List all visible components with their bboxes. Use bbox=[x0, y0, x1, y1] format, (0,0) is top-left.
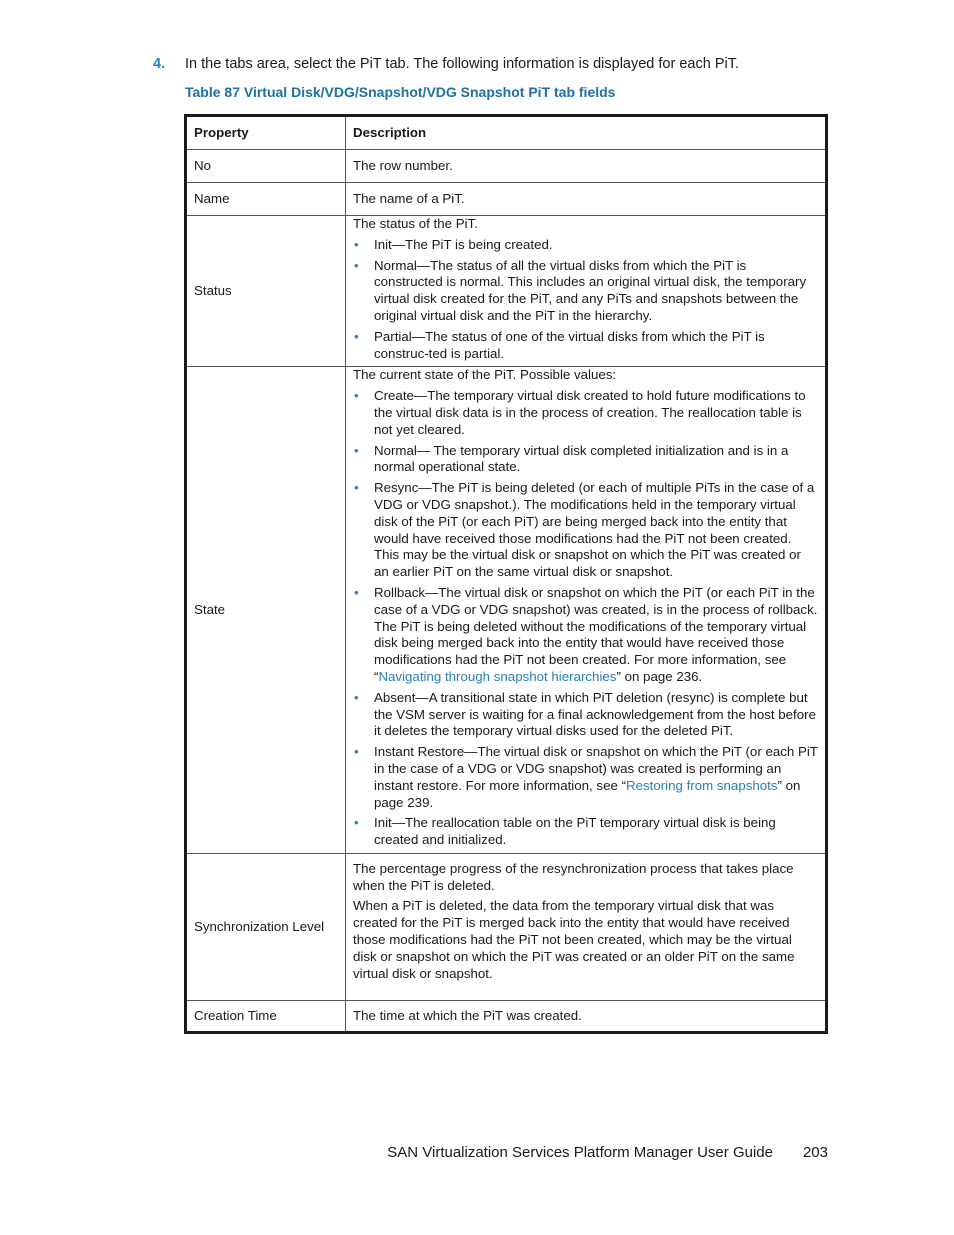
property-cell: No bbox=[186, 150, 346, 183]
list-item: • Init—The PiT is being created. bbox=[354, 236, 553, 252]
page-footer bbox=[387, 1142, 828, 1164]
list-item: • Resync—The PiT is being deleted (or each of multiple PiTs in the case of a VDG or VDG snapshot.). The modifications held in the temporary virtual disk of the PiT (or each PiT) are being merged back into the entity that would have received those modifications had the PiT not been created. This may be the virtual disk or snapshot on which the PiT was created or an earlier PiT on the same virtual disk or snapshot. bbox=[354, 480, 815, 580]
link-navigating-snapshot-hierarchies[interactable]: Navigating through snapshot hierarchies bbox=[378, 668, 617, 684]
state-intro: The current state of the PiT. Possible values: bbox=[353, 367, 617, 383]
table-row bbox=[186, 853, 827, 1001]
header-description: Description bbox=[346, 116, 827, 150]
list-item: • Instant Restore—The virtual disk or snapshot on which the PiT (or each PiT in the case of a VDG or VDG snapshot) was created is performing an instant restore. For more information, see “Restoring from snapshots” on page 239. bbox=[354, 744, 818, 810]
bullet-icon: • bbox=[354, 744, 359, 760]
list-item: • Normal—The status of all the virtual disks from which the PiT is constructed is normal. This includes an original virtual disk, the temporary virtual disk created for the PiT, and any PiTs and snapshots between the original virtual disk and the PiT in the hierarchy. bbox=[354, 257, 807, 323]
description-cell: The row number. bbox=[346, 150, 827, 183]
pit-tab-fields-table bbox=[184, 114, 828, 1034]
bullet-icon: • bbox=[354, 236, 359, 252]
state-list bbox=[353, 388, 818, 849]
bullet-icon: • bbox=[354, 442, 359, 458]
step-4 bbox=[153, 54, 739, 74]
description-cell bbox=[346, 367, 827, 854]
sync-paragraph-1: The percentage progress of the resynchronization process that takes place when the PiT is deleted. bbox=[353, 860, 794, 893]
property-cell: Creation Time bbox=[186, 1001, 346, 1033]
property-cell: Status bbox=[186, 216, 346, 367]
list-item: • Create—The temporary virtual disk created to hold future modifications to the virtual disk data is in the process of creation. The reallocation table is not yet cleared. bbox=[354, 388, 806, 437]
property-cell: State bbox=[186, 367, 346, 854]
table-header-row bbox=[186, 116, 827, 150]
page-number: 203 bbox=[802, 1144, 828, 1161]
bullet-icon: • bbox=[354, 480, 359, 496]
list-item: • Init—The reallocation table on the PiT temporary virtual disk is being created and initialized. bbox=[354, 815, 776, 848]
list-item: • Rollback—The virtual disk or snapshot on which the PiT (or each PiT in the case of a VDG or VDG snapshot) was created, is in the process of rollback. The PiT is being deleted without the modifications of the temporary virtual disk being merged back into the entity that would have received those modifications had the PiT not been created. For more information, see “Navigating through snapshot hierarchies” on page 236. bbox=[354, 584, 818, 684]
list-item: • Normal— The temporary virtual disk completed initialization and is in a normal operational state. bbox=[354, 442, 789, 475]
bullet-icon: • bbox=[354, 257, 359, 273]
step-number: 4. bbox=[153, 56, 166, 72]
description-cell: The name of a PiT. bbox=[346, 183, 827, 216]
table-row bbox=[186, 150, 827, 183]
bullet-icon: • bbox=[354, 388, 359, 404]
description-cell bbox=[346, 216, 827, 367]
bullet-icon: • bbox=[354, 815, 359, 831]
description-cell: The time at which the PiT was created. bbox=[346, 1001, 827, 1033]
footer-title: SAN Virtualization Services Platform Manager User Guide bbox=[387, 1144, 773, 1161]
status-intro: The status of the PiT. bbox=[353, 216, 478, 231]
table-row bbox=[186, 216, 827, 367]
sync-paragraph-2: When a PiT is deleted, the data from the temporary virtual disk that was created for the PiT is merged back into the entity that would have received those modifications had the PiT not been created, which may be the virtual disk or snapshot on which the PiT was created or an older PiT on the same virtual disk or snapshot. bbox=[353, 898, 795, 981]
bullet-icon: • bbox=[354, 689, 359, 705]
link-restoring-from-snapshots[interactable]: Restoring from snapshots bbox=[626, 777, 778, 793]
bullet-icon: • bbox=[354, 328, 359, 344]
status-list bbox=[353, 237, 818, 363]
description-cell bbox=[346, 853, 827, 1001]
property-cell: Synchronization Level bbox=[186, 853, 346, 1001]
list-item: • Absent—A transitional state in which PiT deletion (resync) is complete but the VSM server is waiting for a final acknowledgement from the host before it deletes the temporary virtual disks used for the deleted PiT. bbox=[354, 689, 816, 739]
table-row bbox=[186, 183, 827, 216]
property-cell: Name bbox=[186, 183, 346, 216]
bullet-icon: • bbox=[354, 584, 359, 600]
header-property: Property bbox=[186, 116, 346, 150]
list-item: • Partial—The status of one of the virtual disks from which the PiT is construc-ted is partial. bbox=[354, 328, 765, 361]
table-row bbox=[186, 1001, 827, 1033]
table-row bbox=[186, 367, 827, 854]
step-text: In the tabs area, select the PiT tab. The following information is displayed for each PiT. bbox=[185, 56, 739, 72]
table-caption: Table 87 Virtual Disk/VDG/Snapshot/VDG Snapshot PiT tab fields bbox=[185, 84, 616, 100]
